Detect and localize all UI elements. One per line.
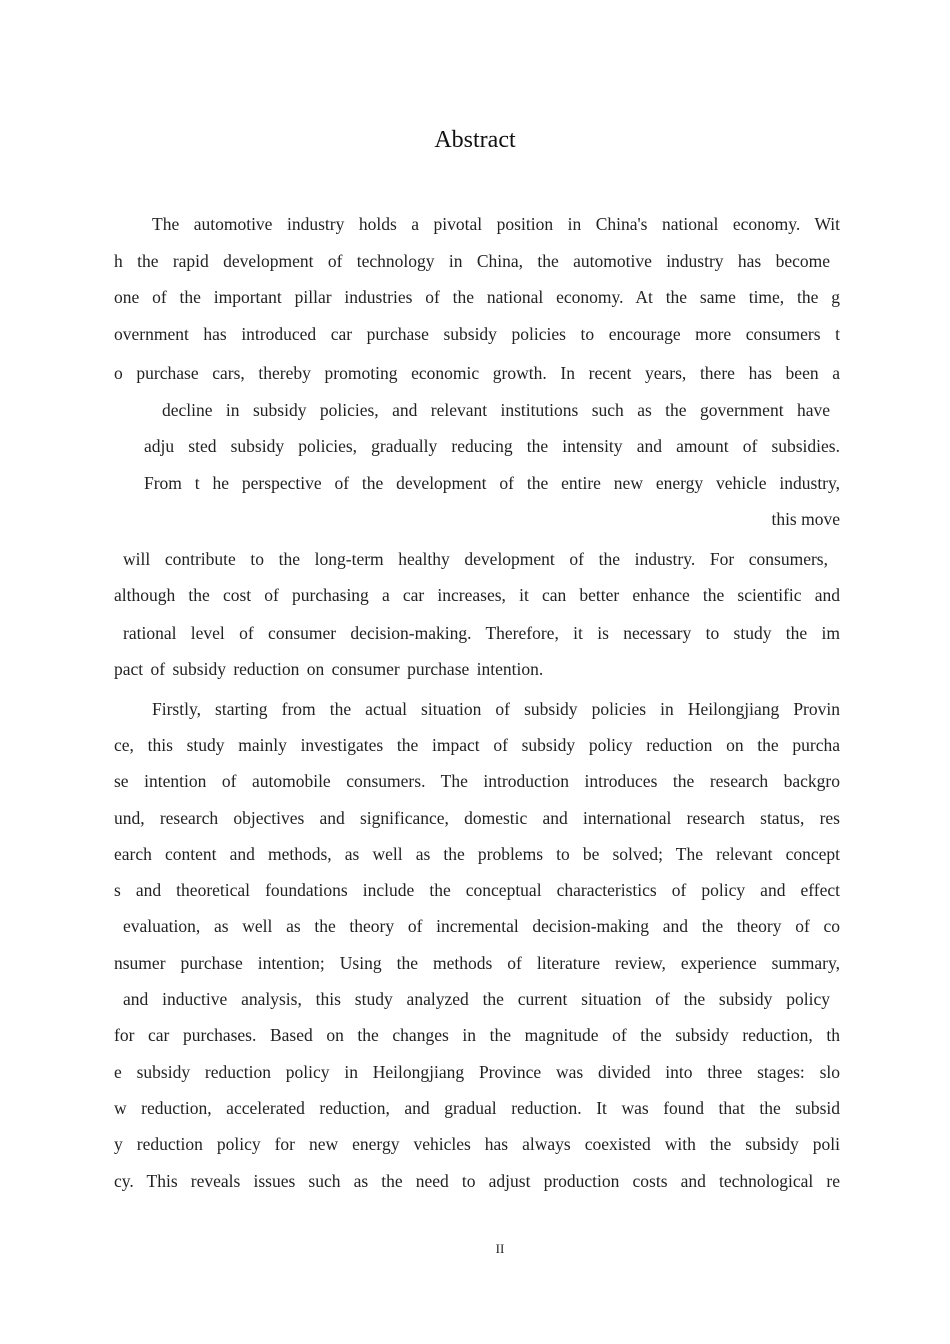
- body-line: ce, this study mainly investigates the impact of subsidy policy reduction on the purcha: [114, 735, 840, 755]
- body-line: o purchase cars, thereby promoting economic growth. In recent years, there has been a: [114, 363, 840, 383]
- body-line: w reduction, accelerated reduction, and gradual reduction. It was found that the subsid: [114, 1098, 840, 1118]
- body-line: evaluation, as well as the theory of incremental decision-making and the theory of co: [123, 916, 840, 936]
- body-line: Firstly, starting from the actual situation of subsidy policies in Heilongjiang Provin: [152, 699, 840, 719]
- body-line: h the rapid development of technology in China, the automotive industry has become: [114, 251, 830, 271]
- page-title: Abstract: [434, 127, 516, 153]
- body-line: pact of subsidy reduction on consumer purchase intention.: [114, 659, 544, 679]
- body-line: this move: [771, 509, 840, 529]
- body-line: und, research objectives and significance, domestic and international research status, res: [114, 808, 840, 828]
- body-line: se intention of automobile consumers. The introduction introduces the research backgro: [114, 771, 840, 791]
- body-line: nsumer purchase intention; Using the methods of literature review, experience summary,: [114, 953, 840, 973]
- body-line: adju sted subsidy policies, gradually reducing the intensity and amount of subsidies.: [144, 436, 840, 456]
- body-line: e subsidy reduction policy in Heilongjiang Province was divided into three stages: slo: [114, 1062, 840, 1082]
- body-line: cy. This reveals issues such as the need to adjust production costs and technological re: [114, 1171, 840, 1191]
- body-line: rational level of consumer decision-making. Therefore, it is necessary to study the im: [123, 623, 840, 643]
- body-line: overnment has introduced car purchase subsidy policies to encourage more consumers t: [114, 324, 840, 344]
- body-line: and inductive analysis, this study analyzed the current situation of the subsidy policy: [123, 989, 830, 1009]
- body-line: The automotive industry holds a pivotal position in China's national economy. Wit: [152, 214, 840, 234]
- body-line: decline in subsidy policies, and relevant institutions such as the government have: [162, 400, 830, 420]
- body-line: y reduction policy for new energy vehicles has always coexisted with the subsidy poli: [114, 1134, 840, 1154]
- page-number: II: [495, 1241, 505, 1256]
- body-line: earch content and methods, as well as the problems to be solved; The relevant concept: [114, 844, 840, 864]
- body-line: for car purchases. Based on the changes in the magnitude of the subsidy reduction, th: [114, 1025, 840, 1045]
- body-line: s and theoretical foundations include the conceptual characteristics of policy and effect: [114, 880, 840, 900]
- body-line: will contribute to the long-term healthy development of the industry. For consumers,: [123, 549, 828, 569]
- body-line: From t he perspective of the development of the entire new energy vehicle industry,: [144, 473, 840, 493]
- body-line: one of the important pillar industries of the national economy. At the same time, the g: [114, 287, 840, 307]
- body-line: although the cost of purchasing a car increases, it can better enhance the scientific and: [114, 585, 840, 605]
